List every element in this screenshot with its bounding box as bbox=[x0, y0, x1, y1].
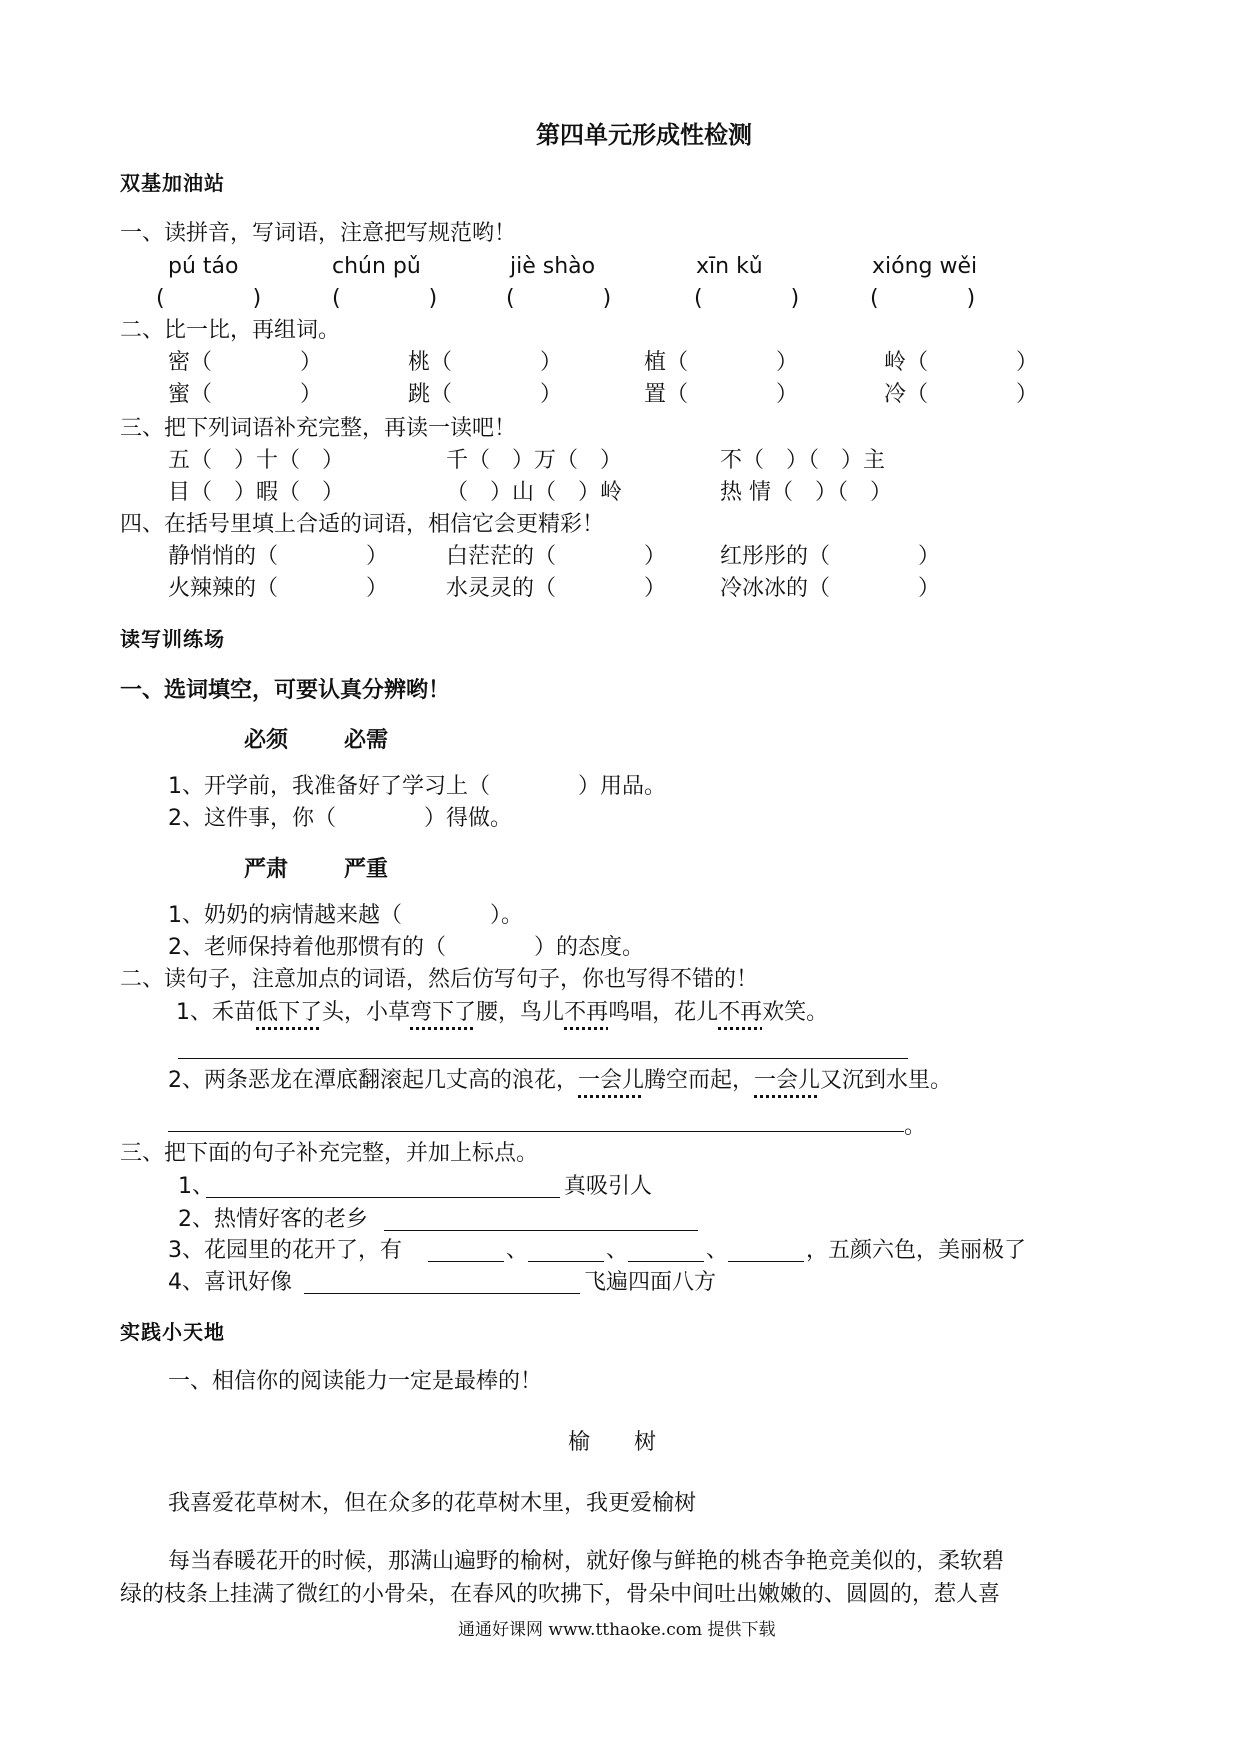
section-heading-basics: 双基加油站 bbox=[120, 171, 225, 195]
pinyin-3: jiè shào bbox=[510, 254, 596, 279]
dotted-word: 弯下了 bbox=[410, 1000, 477, 1025]
dotted-word: 不再 bbox=[718, 1000, 763, 1025]
complete-4-label: 4、喜讯好像 bbox=[168, 1270, 292, 1295]
complete-1-blank[interactable] bbox=[206, 1197, 560, 1198]
example-2-part: 又沉到水里。 bbox=[820, 1068, 953, 1093]
complete-2-label: 2、热情好客的老乡 bbox=[178, 1207, 368, 1232]
example-1-part: 头，小草 bbox=[322, 1000, 411, 1025]
comma-sep: 、 bbox=[506, 1238, 529, 1263]
fill-1-2: 白茫茫的（ ） bbox=[446, 544, 667, 569]
section-heading-practice: 实践小天地 bbox=[120, 1320, 225, 1344]
imitate-answer-line-2[interactable] bbox=[168, 1131, 904, 1132]
question-reading: 一、相信你的阅读能力一定是最棒的！ bbox=[168, 1369, 543, 1394]
fill-1-3: 红彤彤的（ ） bbox=[720, 544, 941, 569]
complete-3-blank-4[interactable] bbox=[728, 1261, 804, 1262]
example-1-part: 腰，鸟儿 bbox=[476, 1000, 565, 1025]
example-sentence-2 bbox=[168, 1070, 952, 1092]
idiom-2-1: 目（ ）暇（ ） bbox=[168, 480, 345, 505]
complete-1-end: 真吸引人 bbox=[564, 1174, 653, 1199]
compare-2-1: 蜜（ ） bbox=[168, 382, 323, 407]
question-complete-sentences: 三、把下面的句子补充完整，并加上标点。 bbox=[120, 1141, 539, 1166]
word-choice-2a: 严肃 bbox=[244, 857, 289, 882]
answer-blank-5[interactable]: ( ) bbox=[870, 286, 976, 311]
question-pinyin: 一、读拼音，写词语，注意把写规范哟！ bbox=[120, 221, 517, 246]
question-idioms: 三、把下列词语补充完整，再读一读吧！ bbox=[120, 416, 517, 441]
complete-3-blank-1[interactable] bbox=[428, 1261, 504, 1262]
idiom-1-2: 千（ ）万（ ） bbox=[446, 448, 623, 473]
example-2-part: 腾空而起， bbox=[644, 1068, 755, 1093]
example-1-part: 1、禾苗 bbox=[176, 1000, 256, 1025]
complete-3-blank-2[interactable] bbox=[528, 1261, 604, 1262]
pinyin-5: xióng wěi bbox=[872, 254, 978, 279]
answer-blank-4[interactable]: ( ) bbox=[694, 286, 800, 311]
imitate-answer-line-1[interactable] bbox=[178, 1058, 908, 1059]
answer-blank-2[interactable]: ( ) bbox=[332, 286, 438, 311]
choose-sentence-2-1: 1、奶奶的病情越来越（ ）。 bbox=[168, 903, 523, 928]
question-fill-words: 四、在括号里填上合适的词语，相信它会更精彩！ bbox=[120, 512, 605, 537]
word-choice-1a: 必须 bbox=[244, 728, 289, 753]
example-sentence-1 bbox=[176, 1002, 828, 1024]
fill-2-2: 水灵灵的（ ） bbox=[446, 576, 667, 601]
question-compare: 二、比一比，再组词。 bbox=[120, 318, 341, 343]
fill-1-1: 静悄悄的（ ） bbox=[168, 544, 389, 569]
example-2-part: 2、两条恶龙在潭底翻滚起几丈高的浪花， bbox=[168, 1068, 578, 1093]
comma-sep: 、 bbox=[706, 1238, 729, 1263]
dotted-word: 低下了 bbox=[256, 1000, 323, 1025]
story-paragraph-2-line-2: 绿的枝条上挂满了微红的小骨朵，在春风的吹拂下，骨朵中间吐出嫩嫩的、圆圆的，惹人喜 bbox=[120, 1582, 1001, 1607]
idiom-1-3: 不（ ）（ ）主 bbox=[720, 448, 886, 473]
pinyin-4: xīn kǔ bbox=[696, 254, 763, 279]
example-1-part: 鸣唱，花儿 bbox=[608, 1000, 719, 1025]
answer-blank-1[interactable]: ( ) bbox=[156, 286, 262, 311]
word-choice-1b: 必需 bbox=[344, 728, 389, 753]
pinyin-2: chún pǔ bbox=[332, 254, 421, 279]
compare-2-2: 跳（ ） bbox=[408, 382, 563, 407]
page-title: 第四单元形成性检测 bbox=[536, 121, 752, 149]
idiom-2-3: 热 情（ ）（ ） bbox=[720, 480, 892, 505]
story-title: 榆 树 bbox=[568, 1430, 657, 1455]
answer-blank-3[interactable]: ( ) bbox=[506, 286, 612, 311]
compare-1-1: 密（ ） bbox=[168, 350, 323, 375]
dotted-word: 不再 bbox=[564, 1000, 609, 1025]
story-paragraph-1: 我喜爱花草树木，但在众多的花草树木里，我更爱榆树 bbox=[168, 1491, 697, 1516]
example-1-part: 欢笑。 bbox=[762, 1000, 829, 1025]
complete-3-blank-3[interactable] bbox=[628, 1261, 704, 1262]
word-choice-2b: 严重 bbox=[344, 857, 389, 882]
pinyin-1: pú táo bbox=[168, 254, 239, 279]
complete-4-blank[interactable] bbox=[304, 1293, 580, 1294]
complete-1-label: 1、 bbox=[178, 1174, 214, 1199]
compare-1-4: 岭（ ） bbox=[884, 350, 1039, 375]
idiom-2-2: （ ）山（ ）岭 bbox=[446, 480, 623, 505]
compare-1-3: 植（ ） bbox=[644, 350, 799, 375]
page-footer: 通通好课网 www.tthaoke.com 提供下载 bbox=[458, 1620, 776, 1640]
complete-2-blank[interactable] bbox=[384, 1230, 698, 1231]
choose-sentence-1-2: 2、这件事，你（ ）得做。 bbox=[168, 806, 512, 831]
story-paragraph-2-line-1: 每当春暖花开的时候，那满山遍野的榆树，就好像与鲜艳的桃杏争艳竞美似的，柔软碧 bbox=[168, 1549, 1005, 1574]
complete-3-label: 3、花园里的花开了，有 bbox=[168, 1238, 402, 1263]
choose-sentence-1-1: 1、开学前，我准备好了学习上（ ）用品。 bbox=[168, 774, 666, 799]
complete-3-end: ，五颜六色，美丽极了 bbox=[806, 1238, 1027, 1263]
idiom-1-1: 五（ ）十（ ） bbox=[168, 448, 345, 473]
choose-sentence-2-2: 2、老师保持着他那惯有的（ ）的态度。 bbox=[168, 935, 644, 960]
period-mark: 。 bbox=[904, 1114, 927, 1139]
compare-1-2: 桃（ ） bbox=[408, 350, 563, 375]
question-choose-word: 一、选词填空，可要认真分辨哟！ bbox=[120, 678, 451, 703]
fill-2-1: 火辣辣的（ ） bbox=[168, 576, 389, 601]
question-imitate: 二、读句子，注意加点的词语，然后仿写句子，你也写得不错的！ bbox=[120, 967, 759, 992]
complete-4-end: 飞遍四面八方 bbox=[584, 1270, 717, 1295]
compare-2-3: 置（ ） bbox=[644, 382, 799, 407]
dotted-word: 一会儿 bbox=[754, 1068, 821, 1093]
comma-sep: 、 bbox=[606, 1238, 629, 1263]
section-heading-reading: 读写训练场 bbox=[120, 627, 225, 651]
fill-2-3: 冷冰冰的（ ） bbox=[720, 576, 941, 601]
compare-2-4: 冷（ ） bbox=[884, 382, 1039, 407]
dotted-word: 一会儿 bbox=[578, 1068, 645, 1093]
